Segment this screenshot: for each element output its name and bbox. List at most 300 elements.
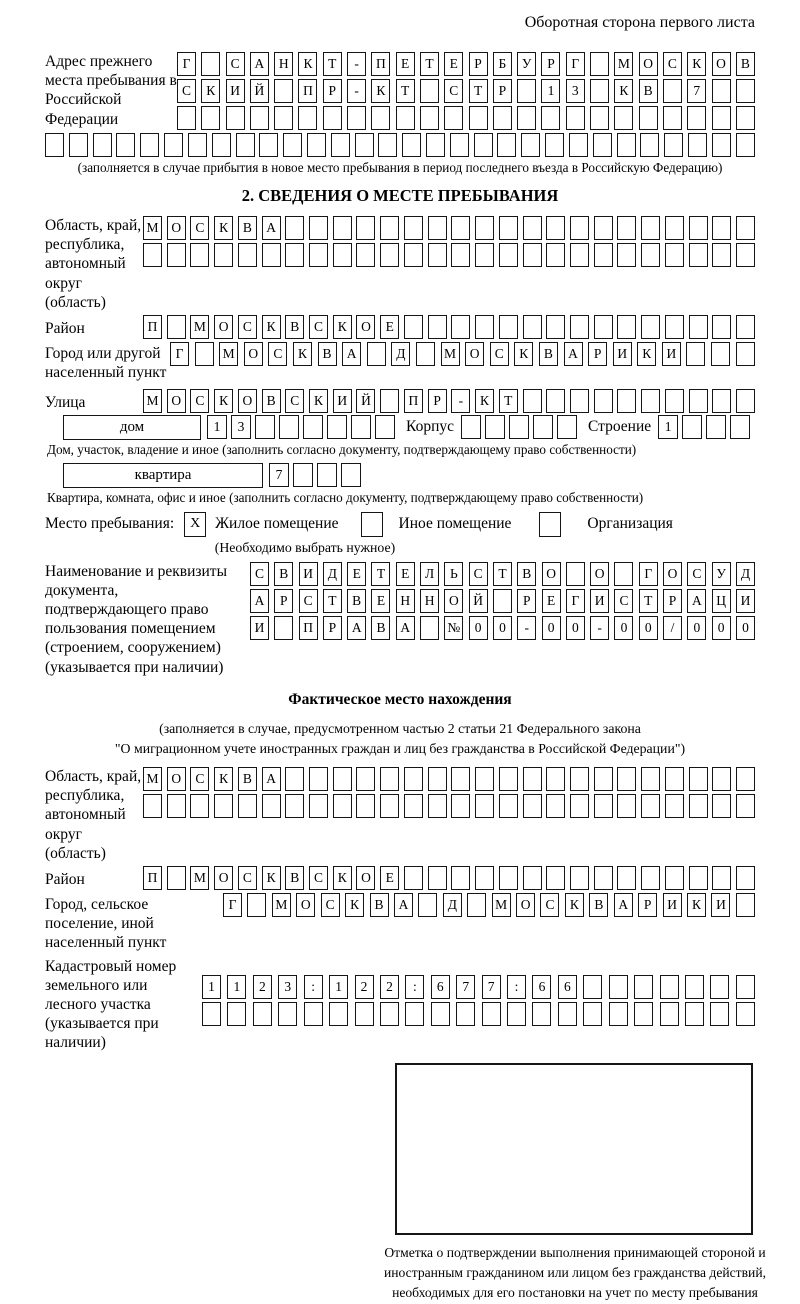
char-cell: : [507, 975, 526, 999]
char-cell [499, 767, 518, 791]
char-cell: И [333, 389, 352, 413]
char-cell: - [590, 616, 609, 640]
f-gorod-row [223, 893, 755, 917]
char-cell: А [250, 589, 269, 613]
char-cell [475, 315, 494, 339]
char-cell: М [143, 767, 162, 791]
char-cell [689, 243, 708, 267]
char-cell [545, 133, 564, 157]
char-cell [309, 216, 328, 240]
char-cell [685, 1002, 704, 1026]
char-cell: 0 [712, 616, 731, 640]
char-cell: О [238, 389, 257, 413]
char-cell [262, 243, 281, 267]
char-cell [685, 975, 704, 999]
char-cell [356, 216, 375, 240]
char-cell: Р [274, 589, 293, 613]
char-cell [660, 975, 679, 999]
char-cell: Р [469, 52, 488, 76]
char-cell [665, 389, 684, 413]
char-cell [190, 794, 209, 818]
char-cell: П [143, 315, 162, 339]
char-cell [283, 133, 302, 157]
char-cell: Д [736, 562, 755, 586]
char-cell: 7 [456, 975, 475, 999]
char-cell: 0 [736, 616, 755, 640]
char-cell [593, 133, 612, 157]
char-cell: - [517, 616, 536, 640]
char-cell: К [298, 52, 317, 76]
char-cell [566, 562, 585, 586]
s2-mesto-row [45, 512, 755, 537]
char-cell [285, 794, 304, 818]
char-cell: Г [566, 52, 585, 76]
s2-dom-type-box: дом [63, 415, 201, 440]
char-cell [634, 975, 653, 999]
char-cell [298, 106, 317, 130]
char-cell: В [262, 389, 281, 413]
s2-raion-field [45, 315, 755, 339]
char-cell [420, 79, 439, 103]
char-cell: П [404, 389, 423, 413]
char-cell: И [613, 342, 632, 366]
char-cell [614, 562, 633, 586]
char-cell [546, 794, 565, 818]
char-cell [594, 216, 613, 240]
char-cell [665, 243, 684, 267]
s2-mesto-option-zhiloe: Жилое помещение [215, 515, 339, 533]
char-cell: Й [469, 589, 488, 613]
char-cell: И [590, 589, 609, 613]
char-cell [380, 1002, 399, 1026]
char-cell: Д [391, 342, 410, 366]
char-cell: Р [517, 589, 536, 613]
char-cell: М [441, 342, 460, 366]
page-side-note: Оборотная сторона первого листа [524, 14, 755, 31]
char-cell [451, 216, 470, 240]
s2-dom-footnote: Дом, участок, владение и иное (заполнить согласно документу, подтверждающему право собственности) [47, 441, 637, 457]
char-cell: : [304, 975, 323, 999]
char-cell: С [309, 866, 328, 890]
char-cell [499, 243, 518, 267]
char-cell: К [687, 52, 706, 76]
prev-address-row-2 [177, 79, 755, 103]
char-cell: 7 [269, 463, 289, 487]
char-cell [420, 106, 439, 130]
char-cell: В [517, 562, 536, 586]
f-kadastr-label: Кадастровый номер земельного или лесного участка (указывается при наличии) [45, 957, 177, 1052]
char-cell [507, 1002, 526, 1026]
char-cell: 3 [566, 79, 585, 103]
char-cell: А [564, 342, 583, 366]
char-cell: О [712, 52, 731, 76]
char-cell [356, 767, 375, 791]
char-cell: 0 [687, 616, 706, 640]
char-cell [640, 133, 659, 157]
char-cell: А [687, 589, 706, 613]
char-cell [712, 866, 731, 890]
char-cell [405, 1002, 424, 1026]
char-cell: 2 [355, 975, 374, 999]
char-cell [712, 767, 731, 791]
s2-doc-rows [250, 562, 755, 640]
s2-mesto-checkbox-zhiloe: X [184, 512, 206, 537]
char-cell: С [614, 589, 633, 613]
char-cell: А [396, 616, 415, 640]
char-cell [416, 342, 435, 366]
char-cell [250, 106, 269, 130]
char-cell [594, 315, 613, 339]
char-cell [329, 1002, 348, 1026]
char-cell [371, 106, 390, 130]
f-oblast-rows [143, 767, 755, 818]
s2-oblast-label: Область, край, республика, автономный округ (область) [45, 217, 142, 311]
char-cell [262, 794, 281, 818]
char-cell [227, 1002, 246, 1026]
char-cell [688, 133, 707, 157]
char-cell: В [347, 589, 366, 613]
char-cell [634, 1002, 653, 1026]
char-cell [380, 794, 399, 818]
f-raion-row [143, 866, 755, 890]
char-cell [309, 767, 328, 791]
char-cell: 1 [329, 975, 348, 999]
char-cell: У [712, 562, 731, 586]
char-cell: Ь [444, 562, 463, 586]
f-kadastr-row-2 [202, 1002, 755, 1026]
prev-address-field [45, 52, 755, 130]
char-cell [617, 794, 636, 818]
char-cell: Д [323, 562, 342, 586]
char-cell: С [299, 589, 318, 613]
char-cell: А [342, 342, 361, 366]
char-cell [546, 866, 565, 890]
char-cell: 0 [542, 616, 561, 640]
char-cell: Ц [712, 589, 731, 613]
char-cell [444, 106, 463, 130]
char-cell: Е [396, 562, 415, 586]
char-cell [546, 216, 565, 240]
char-cell [712, 243, 731, 267]
char-cell [558, 1002, 577, 1026]
char-cell [736, 389, 755, 413]
prev-address-row-3 [177, 106, 755, 130]
char-cell: Е [347, 562, 366, 586]
char-cell [69, 133, 88, 157]
char-cell [583, 1002, 602, 1026]
prev-address-row-4 [45, 133, 755, 157]
char-cell [226, 106, 245, 130]
char-cell [590, 79, 609, 103]
char-cell: Р [663, 589, 682, 613]
char-cell: Б [493, 52, 512, 76]
char-cell: К [333, 866, 352, 890]
section2-title: 2. СВЕДЕНИЯ О МЕСТЕ ПРЕБЫВАНИЯ [241, 186, 559, 205]
char-cell [45, 133, 64, 157]
char-cell: : [405, 975, 424, 999]
char-cell [304, 1002, 323, 1026]
char-cell: 1 [207, 415, 227, 439]
prev-address-label: Адрес прежнего места пребывания в Российской Федерации [45, 53, 177, 128]
char-cell: К [687, 893, 706, 917]
char-cell [689, 794, 708, 818]
char-cell: М [219, 342, 238, 366]
s2-gorod-field [45, 342, 755, 382]
char-cell: 7 [687, 79, 706, 103]
char-cell: 6 [558, 975, 577, 999]
char-cell [641, 216, 660, 240]
char-cell: П [298, 79, 317, 103]
char-cell [356, 794, 375, 818]
char-cell [736, 975, 755, 999]
f-raion-field [45, 866, 755, 890]
char-cell: Г [170, 342, 189, 366]
char-cell: Т [469, 79, 488, 103]
char-cell [712, 216, 731, 240]
char-cell: К [201, 79, 220, 103]
char-cell [546, 767, 565, 791]
char-cell [710, 975, 729, 999]
s2-doc-field [45, 562, 755, 677]
char-cell [736, 243, 755, 267]
char-cell: О [244, 342, 263, 366]
char-cell [594, 389, 613, 413]
factual-note-line2: "О миграционном учете иностранных граждан и лиц без гражданства в Российской Федерации") [114, 740, 686, 756]
char-cell [456, 1002, 475, 1026]
s2-doc-row-3 [250, 616, 755, 640]
char-cell [517, 79, 536, 103]
char-cell [663, 79, 682, 103]
char-cell [214, 243, 233, 267]
char-cell: В [318, 342, 337, 366]
char-cell: Т [493, 562, 512, 586]
f-oblast-row-2 [143, 794, 755, 818]
char-cell [195, 342, 214, 366]
char-cell [499, 315, 518, 339]
char-cell [474, 133, 493, 157]
f-kadastr-row-1 [202, 975, 755, 999]
char-cell: К [475, 389, 494, 413]
char-cell [736, 315, 755, 339]
char-cell: И [226, 79, 245, 103]
char-cell: О [516, 893, 535, 917]
char-cell: И [299, 562, 318, 586]
char-cell [594, 794, 613, 818]
char-cell [143, 794, 162, 818]
char-cell: С [469, 562, 488, 586]
char-cell [517, 106, 536, 130]
char-cell [307, 133, 326, 157]
char-cell: Г [177, 52, 196, 76]
s2-dom-row [63, 415, 755, 440]
char-cell: Р [428, 389, 447, 413]
char-cell: М [143, 389, 162, 413]
char-cell [404, 794, 423, 818]
char-cell [164, 133, 183, 157]
char-cell [259, 133, 278, 157]
char-cell [499, 216, 518, 240]
char-cell [238, 794, 257, 818]
char-cell: И [711, 893, 730, 917]
char-cell [451, 315, 470, 339]
char-cell [660, 1002, 679, 1026]
char-cell [533, 415, 553, 439]
char-cell [736, 342, 755, 366]
s2-raion-row [143, 315, 755, 339]
char-cell: В [274, 562, 293, 586]
char-cell [689, 216, 708, 240]
char-cell [451, 866, 470, 890]
char-cell [367, 342, 386, 366]
char-cell: С [238, 866, 257, 890]
char-cell [333, 243, 352, 267]
char-cell [482, 1002, 501, 1026]
char-cell: С [444, 79, 463, 103]
char-cell: О [663, 562, 682, 586]
char-cell [404, 866, 423, 890]
char-cell: М [492, 893, 511, 917]
char-cell: К [262, 315, 281, 339]
prev-address-footnote: (заполняется в случае прибытия в новое место пребывания в период последнего въезда в Российскую Федерацию) [77, 160, 723, 175]
s2-kvartira-footnote: Квартира, комната, офис и иное (заполнить согласно документу, подтверждающему право собственности) [47, 489, 644, 505]
char-cell [523, 866, 542, 890]
char-cell [201, 52, 220, 76]
char-cell: О [167, 389, 186, 413]
char-cell: С [490, 342, 509, 366]
char-cell [712, 79, 731, 103]
char-cell: С [687, 562, 706, 586]
char-cell [641, 794, 660, 818]
char-cell: О [639, 52, 658, 76]
char-cell [546, 389, 565, 413]
s2-raion-label: Район [45, 320, 85, 338]
char-cell: И [250, 616, 269, 640]
char-cell [570, 794, 589, 818]
f-oblast-row-1 [143, 767, 755, 791]
s2-oblast-field [45, 216, 755, 312]
char-cell [140, 133, 159, 157]
char-cell: / [663, 616, 682, 640]
prev-address-rows [177, 52, 755, 130]
f-gorod-label: Город, сельское поселение, иной населенный пункт [45, 895, 167, 952]
s2-gorod-row [170, 342, 755, 366]
char-cell: О [356, 866, 375, 890]
char-cell [380, 243, 399, 267]
s2-mesto-option-org: Организация [587, 515, 673, 533]
char-cell: Т [499, 389, 518, 413]
s2-ulitsa-row [143, 389, 755, 413]
char-cell: Н [420, 589, 439, 613]
char-cell [639, 106, 658, 130]
char-cell [317, 463, 337, 487]
char-cell [641, 389, 660, 413]
char-cell: Т [371, 562, 390, 586]
char-cell: К [345, 893, 364, 917]
char-cell: А [262, 767, 281, 791]
stamp-area [395, 1063, 753, 1235]
char-cell [617, 866, 636, 890]
char-cell [253, 1002, 272, 1026]
char-cell: Р [638, 893, 657, 917]
char-cell [499, 794, 518, 818]
char-cell [641, 866, 660, 890]
char-cell: Т [420, 52, 439, 76]
char-cell [331, 133, 350, 157]
char-cell: - [347, 52, 366, 76]
char-cell [712, 106, 731, 130]
char-cell [641, 243, 660, 267]
char-cell [116, 133, 135, 157]
char-cell [557, 415, 577, 439]
char-cell [493, 106, 512, 130]
char-cell: С [540, 893, 559, 917]
char-cell: Й [250, 79, 269, 103]
char-cell [428, 216, 447, 240]
char-cell: 2 [253, 975, 272, 999]
char-cell: У [517, 52, 536, 76]
char-cell [665, 794, 684, 818]
char-cell: К [293, 342, 312, 366]
char-cell: В [539, 342, 558, 366]
char-cell: Р [541, 52, 560, 76]
char-cell [431, 1002, 450, 1026]
char-cell [475, 767, 494, 791]
s2-doc-row-2 [250, 589, 755, 613]
char-cell [712, 794, 731, 818]
char-cell [736, 216, 755, 240]
f-gorod-field [45, 893, 755, 953]
char-cell: Т [323, 589, 342, 613]
char-cell: Т [396, 79, 415, 103]
char-cell: С [190, 216, 209, 240]
char-cell [569, 133, 588, 157]
char-cell: Г [639, 562, 658, 586]
char-cell [614, 106, 633, 130]
char-cell [347, 106, 366, 130]
char-cell: Й [356, 389, 375, 413]
char-cell [711, 342, 730, 366]
char-cell: И [663, 893, 682, 917]
char-cell [475, 216, 494, 240]
factual-note-line1: (заполняется в случае, предусмотренном частью 2 статьи 21 Федерального закона [159, 720, 641, 736]
char-cell [710, 1002, 729, 1026]
char-cell: О [590, 562, 609, 586]
char-cell [375, 415, 395, 439]
char-cell: С [268, 342, 287, 366]
char-cell [509, 415, 529, 439]
char-cell: 0 [469, 616, 488, 640]
char-cell: О [214, 866, 233, 890]
char-cell [475, 794, 494, 818]
char-cell [428, 866, 447, 890]
char-cell: С [321, 893, 340, 917]
char-cell [167, 866, 186, 890]
char-cell: Р [588, 342, 607, 366]
char-cell [285, 767, 304, 791]
char-cell: П [371, 52, 390, 76]
char-cell: Д [443, 893, 462, 917]
char-cell [428, 767, 447, 791]
char-cell [285, 243, 304, 267]
char-cell [247, 893, 266, 917]
char-cell: В [285, 866, 304, 890]
s2-mesto-label: Место пребывания: [45, 515, 175, 533]
char-cell [617, 216, 636, 240]
char-cell [380, 216, 399, 240]
char-cell [238, 243, 257, 267]
char-cell [736, 79, 755, 103]
char-cell [188, 133, 207, 157]
